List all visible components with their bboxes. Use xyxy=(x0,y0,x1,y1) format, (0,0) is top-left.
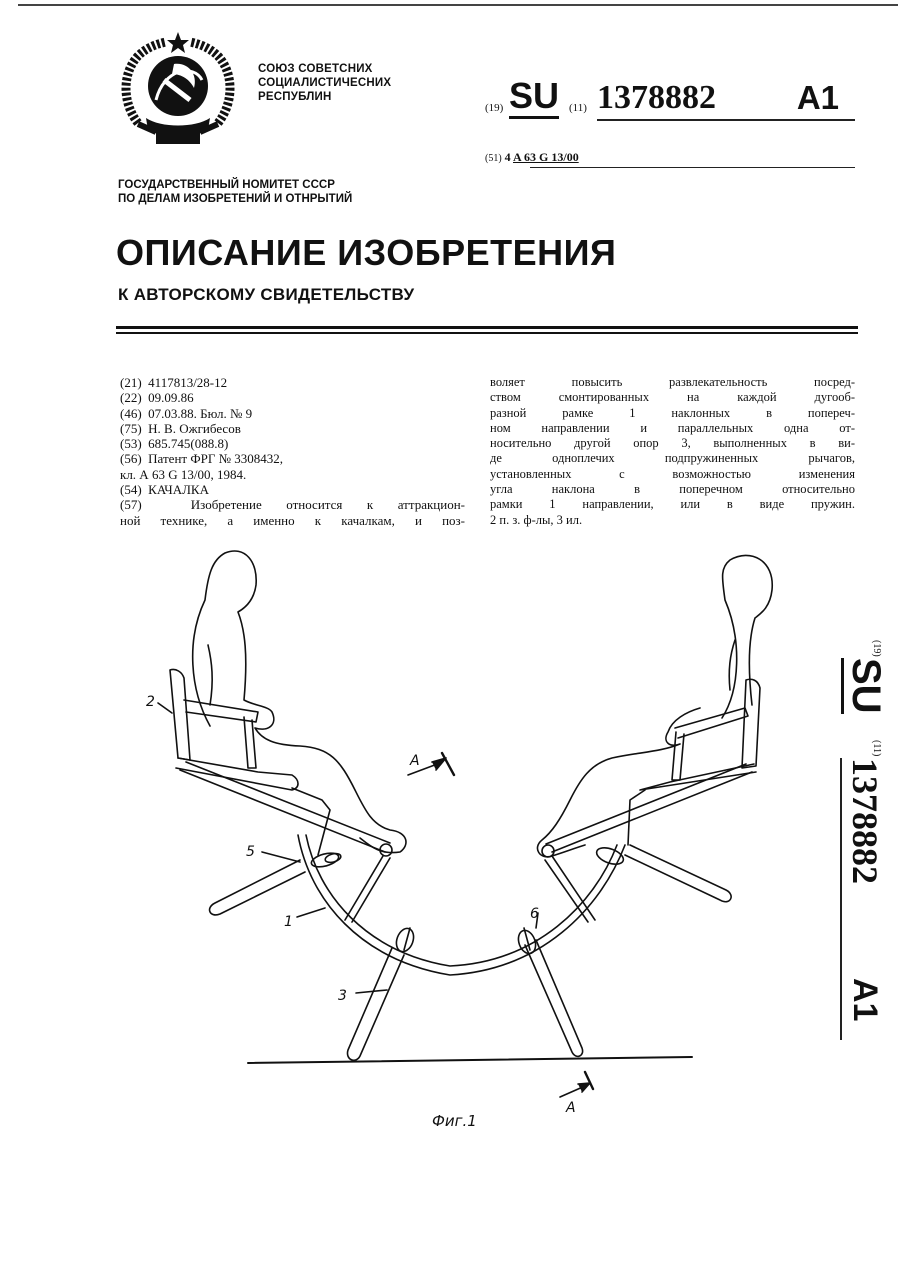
kind-code: A1 xyxy=(796,79,839,116)
ussr-emblem-icon xyxy=(116,28,240,152)
committee-line-1: ГОСУДАРСТВЕННЫЙ НОМИТЕТ СССР xyxy=(118,179,335,191)
biblio-row: (56) Патент ФРГ № 3308432, xyxy=(120,451,284,467)
abstract-line: 2 п. з. ф-лы, 3 ил. xyxy=(490,512,583,527)
abstract-line: установленных с возможностью изменения xyxy=(490,466,855,481)
header-rule-thin xyxy=(116,332,858,334)
side-code-11: (11) xyxy=(871,740,882,757)
document-subtitle: К АВТОРСКОМУ СВИДЕТЕЛЬСТВУ xyxy=(118,285,415,304)
ground-line xyxy=(248,1057,692,1063)
ipc-edition: 4 xyxy=(504,150,511,164)
committee-line-2: ПО ДЕЛАМ ИЗОБРЕТЕНИЙ И ОТНРЫТИЙ xyxy=(118,193,353,205)
side-number: 1378882 xyxy=(845,758,885,884)
code-19: (19) xyxy=(485,102,504,114)
biblio-row: (53) 685.745(088.8) xyxy=(120,436,229,452)
figure-1-drawing xyxy=(0,540,910,1140)
side-code-19: (19) xyxy=(871,640,882,657)
document-title: ОПИСАНИЕ ИЗОБРЕТЕНИЯ xyxy=(116,232,617,273)
country-line-3: РЕСПУБЛИН xyxy=(258,91,332,103)
figure-caption: Фиг.1 xyxy=(432,1112,477,1130)
country-line-1: СОЮЗ СОВЕТСНИХ xyxy=(258,63,373,75)
label-section-a-top: A xyxy=(410,753,420,769)
ipc-rule xyxy=(530,167,855,168)
label-section-a-bottom: A xyxy=(566,1100,576,1116)
abstract-line: де одноплечих подпружиненных рычагов, xyxy=(490,451,855,466)
bibliographic-data xyxy=(120,375,465,528)
abstract-line: носительно другой опор 3, выполненных в ви- xyxy=(490,436,855,451)
label-5: 5 xyxy=(246,844,255,860)
biblio-row: (46) 07.03.88. Бюл. № 9 xyxy=(120,405,253,421)
committee-name xyxy=(118,178,352,206)
code-11: (11) xyxy=(569,102,587,114)
label-1: 1 xyxy=(284,914,293,930)
abstract-line: разной рамке 1 наклонных в попереч- xyxy=(490,405,855,420)
label-2: 2 xyxy=(146,694,155,710)
code-51: (51) xyxy=(485,153,502,164)
abstract-line: рамки 1 направлении, или в виде пружин. xyxy=(490,497,855,512)
abstract-continued xyxy=(490,375,855,528)
abstract-line: угла наклона в поперечном относительно xyxy=(490,482,855,497)
abstract-line: ном направлении и параллельных одна от- xyxy=(490,420,855,435)
abstract-line: ной технике, а именно к качалкам, и поз- xyxy=(120,512,465,528)
biblio-row: (54) КАЧАЛКА xyxy=(120,482,209,498)
country-name xyxy=(258,62,391,104)
biblio-row: (21) 4117813/28-12 xyxy=(120,375,228,390)
abstract-line: (57) Изобретение относится к аттракцион- xyxy=(120,497,465,513)
label-3: 3 xyxy=(338,988,347,1004)
abstract-line: ством смонтированных на каждой дугооб- xyxy=(490,390,855,405)
country-line-2: СОЦИАЛИСТИЧЕСНИХ xyxy=(258,77,392,89)
country-code: SU xyxy=(509,76,559,119)
ipc-classification xyxy=(485,150,579,165)
label-6: 6 xyxy=(530,906,539,922)
scan-top-edge xyxy=(18,4,898,6)
publication-number-block xyxy=(485,75,855,122)
header-rule-thick xyxy=(116,326,858,329)
abstract-line: воляет повысить развлекательность посред- xyxy=(490,375,855,389)
biblio-row: (22) 09.09.86 xyxy=(120,390,194,406)
biblio-row: (75) Н. В. Ожгибесов xyxy=(120,420,241,436)
publication-rule xyxy=(597,119,855,121)
ipc-class: A 63 G 13/00 xyxy=(513,150,579,164)
side-country-code: SU xyxy=(841,658,888,714)
biblio-row: кл. А 63 G 13/00, 1984. xyxy=(120,466,247,482)
side-kind: A1 xyxy=(846,978,884,1022)
publication-number: 1378882 xyxy=(597,79,716,116)
